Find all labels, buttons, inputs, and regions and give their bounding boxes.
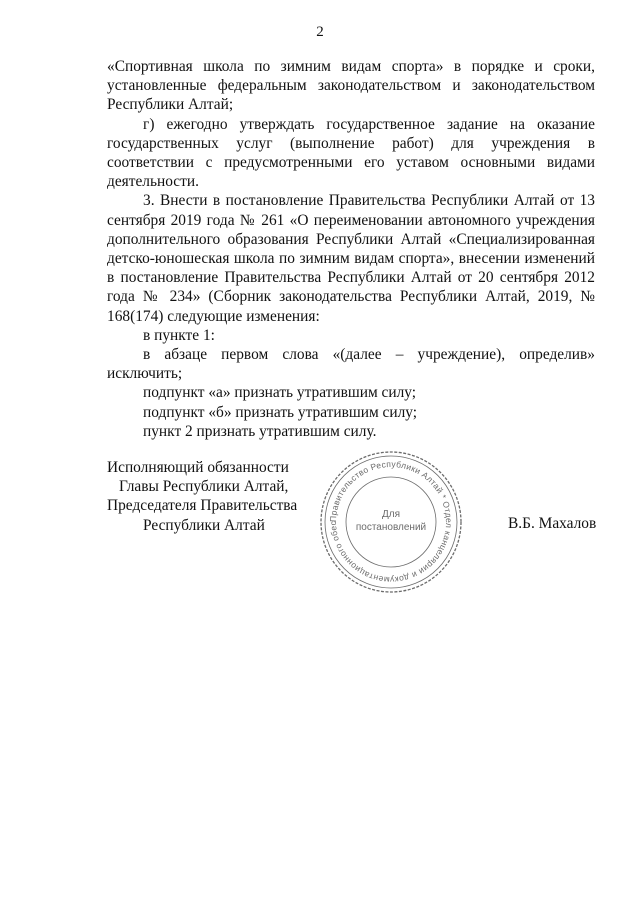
paragraph-8: пункт 2 признать утратившим силу.: [143, 422, 377, 440]
paragraph-5: в абзаце первом слова «(далее – учреждение), определив» исключить;: [107, 346, 595, 383]
stamp-inner-line-1: Для: [381, 509, 401, 520]
paragraph-3: 3. Внести в постановление Правительства Республики Алтай от 13 сентября 2019 года № 261 «О переименовании автономного учреждения дополнительного образования Республики Алтай «Специализированная детско-юношеская школа по зимним видам спорта», внесении изменений в постановление Правительства Республики Алтай от 20 сентября 2012 года № 234» (Сборник законодательства Республики Алтай, 2019, № 168(174) следующие изменения:: [107, 192, 595, 325]
position-line-3: Председателя Правительства: [107, 497, 298, 515]
official-stamp: [316, 447, 466, 597]
paragraph-2: г) ежегодно утверждать государственное задание на оказание государственных услуг (выполнение работ) для учреждения в соответствии с предусмотренными его уставом основными видами деятельности.: [107, 115, 595, 191]
position-line-1: Исполняющий обязанности: [107, 459, 289, 476]
signatory-position: [107, 458, 317, 535]
paragraph-7: подпункт «б» признать утратившим силу;: [143, 403, 418, 421]
paragraph-6: подпункт «а» признать утратившим силу;: [143, 384, 417, 402]
position-line-2: Главы Республики Алтай,: [119, 478, 289, 496]
paragraph-1: «Спортивная школа по зимним видам спорта» в порядке и сроки, установленные федеральным законодательством и законодательством Республики Алтай;: [107, 58, 595, 114]
stamp-inner-line-2: постановлений: [355, 522, 427, 533]
stamp-outer-text: Правительство Республики Алтай * Отдел канцелярии и документационного обес: [327, 458, 455, 586]
page-number: 2: [316, 24, 324, 40]
paragraph-4: в пункте 1:: [143, 326, 215, 344]
position-line-4: Республики Алтай: [143, 516, 265, 534]
signatory-name: В.Б. Махалов: [508, 515, 597, 532]
document-body: [107, 57, 595, 441]
